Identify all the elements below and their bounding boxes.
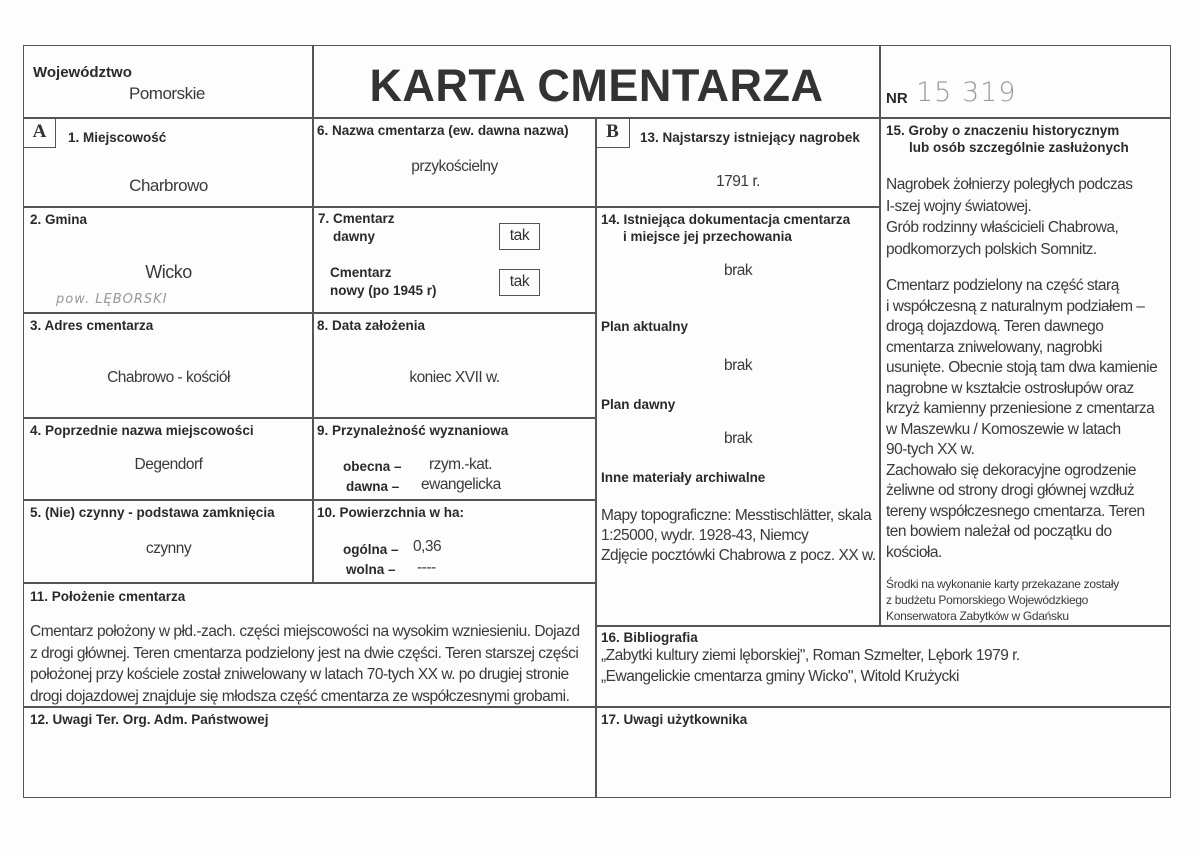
field-12 xyxy=(23,706,597,798)
field-3-value: Chabrowo - kościół xyxy=(107,369,230,386)
field-7-old-label: dawny xyxy=(333,229,376,244)
field-14-value: brak xyxy=(724,262,753,279)
voivodeship-value: Pomorskie xyxy=(129,84,205,103)
field-10-total-value: 0,36 xyxy=(413,538,442,555)
field-1-value: Charbrowo xyxy=(129,176,208,195)
voivodeship-label: Województwo xyxy=(33,64,132,81)
field-15-label-2: lub osób szczególnie zasłużonych xyxy=(909,140,1129,155)
number-cell xyxy=(879,45,1171,119)
field-17 xyxy=(595,706,1171,798)
field-16 xyxy=(595,625,1171,708)
old-cemetery-value-box: tak xyxy=(499,223,540,250)
field-7-new-label-1: Cmentarz xyxy=(330,265,392,280)
field-5-value: czynny xyxy=(145,540,192,557)
section-a-marker: A xyxy=(24,118,56,148)
field-1 xyxy=(23,117,314,208)
field-8-value: koniec XVII w. xyxy=(409,369,500,386)
page-title: KARTA CMENTARZA xyxy=(369,60,824,111)
field-4-label: 4. Poprzednie nazwa miejscowości xyxy=(30,423,254,438)
other-materials-text: Mapy topograficzne: Messtischlätter, skala 1:25000, wydr. 1928-43, Niemcy Zdjęcie pocztówki Chabrowa z pocz. XX w. xyxy=(601,507,876,564)
plan-old-value: brak xyxy=(724,430,753,447)
field-5-label: 5. (Nie) czynny - podstawa zamknięcia xyxy=(30,505,275,520)
nr-value: 15 319 xyxy=(916,77,1017,108)
field-14 xyxy=(595,206,881,627)
field-13 xyxy=(595,117,881,208)
field-5 xyxy=(23,499,314,584)
field-9-current-value: rzym.-kat. xyxy=(429,456,493,473)
field-6-label: 6. Nazwa cmentarza (ew. dawna nazwa) xyxy=(317,123,569,138)
field-9-label: 9. Przynależność wyznaniowa xyxy=(317,423,509,438)
field-6-value: przykościelny xyxy=(411,158,498,175)
field-14-label-2: i miejsce jej przechowania xyxy=(623,229,792,244)
field-13-value: 1791 r. xyxy=(716,173,760,190)
field-10 xyxy=(312,499,597,584)
field-16-label: 16. Bibliografia xyxy=(601,630,698,645)
field-2-value: Wicko xyxy=(145,262,192,282)
field-15-text-description: Cmentarz podzielony na część starą i współczesną z naturalnym podziałem – drogą dojazdową. Teren dawnego cmentarza zniwelowany, nagrobki usunięte. Obecnie stoją tam dwa kamienie nagrobne w kształcie ostrosłupów oraz krzyż kamienny przeniesione z cmentarza w Maszewku / Komoszewie w latach 90-tych XX w. Zachowało się dekoracyjne ogrodzenie żeliwne od strony drogi głównej wzdłuż tereny współczesnego cmentarza. Teren ten bowiem należał od początku do kościoła. xyxy=(886,277,1158,561)
field-1-label: 1. Miejscowość xyxy=(68,130,167,145)
field-9-current-label: obecna – xyxy=(343,459,402,474)
field-3 xyxy=(23,312,314,419)
field-4-value: Degendorf xyxy=(134,456,203,473)
plan-current-value: brak xyxy=(724,357,753,374)
field-15 xyxy=(879,117,1171,627)
field-3-label: 3. Adres cmentarza xyxy=(30,318,154,333)
field-2-label: 2. Gmina xyxy=(30,212,88,227)
new-cemetery-value-box: tak xyxy=(499,269,540,296)
section-b-marker: B xyxy=(596,118,630,148)
bibliography-text: „Zabytki kultury ziemi lęborskiej", Roman Szmelter, Lębork 1979 r. „Ewangelickie cmentarza gminy Wicko", Witold Krużycki xyxy=(601,647,1020,685)
field-9 xyxy=(312,417,597,501)
field-7 xyxy=(312,206,597,314)
field-2 xyxy=(23,206,314,314)
field-8 xyxy=(312,312,597,419)
field-10-total-label: ogólna – xyxy=(343,542,399,557)
field-9-former-label: dawna – xyxy=(346,479,400,494)
field-8-label: 8. Data założenia xyxy=(317,318,426,333)
voivodeship-cell xyxy=(23,45,314,119)
nr-label: NR xyxy=(886,90,908,107)
field-11-text: Cmentarz położony w płd.-zach. części miejscowości na wysokim wzniesieniu. Dojazd z drogi głównej. Teren cmentarza podzielony jest na dwie części. Teren starszej części położonej przy kościele został zniwelowany w latach 70-tych XX w. po drugiej stronie drogi dojazdowej znajduje się młodsza część cmentarza ze współczesnymi grobami. xyxy=(30,623,580,705)
title-cell xyxy=(312,45,881,119)
field-15-label-1: 15. Groby o znaczeniu historycznym xyxy=(886,123,1120,138)
field-11-label: 11. Położenie cmentarza xyxy=(30,589,186,604)
other-materials-label: Inne materiały archiwalne xyxy=(601,470,766,485)
field-10-free-label: wolna – xyxy=(346,562,396,577)
plan-old-label: Plan dawny xyxy=(601,397,676,412)
field-15-text-graves: Nagrobek żołnierzy poległych podczas I-szej wojny światowej. Grób rodzinny właścicieli Chabrowa, podkomorzych polskich Somnitz. xyxy=(886,176,1133,258)
field-9-former-value: ewangelicka xyxy=(421,476,501,493)
field-10-label: 10. Powierzchnia w ha: xyxy=(317,505,465,520)
field-7-label: 7. Cmentarz xyxy=(318,211,395,226)
field-17-label: 17. Uwagi użytkownika xyxy=(601,712,748,727)
field-7-new-label-2: nowy (po 1945 r) xyxy=(330,283,437,298)
field-14-label-1: 14. Istniejąca dokumentacja cmentarza xyxy=(601,212,851,227)
handwritten-county-note: pow. LĘBORSKI xyxy=(56,292,168,307)
field-10-free-value: ---- xyxy=(417,559,436,576)
field-4 xyxy=(23,417,314,501)
funding-note: Środki na wykonanie karty przekazane zostały z budżetu Pomorskiego Wojewódzkiego Konserwatora Zabytków w Gdańsku xyxy=(886,577,1119,623)
field-6 xyxy=(312,117,597,208)
plan-current-label: Plan aktualny xyxy=(601,319,689,334)
field-12-label: 12. Uwagi Ter. Org. Adm. Państwowej xyxy=(30,712,269,727)
field-13-label: 13. Najstarszy istniejący nagrobek xyxy=(640,130,860,145)
field-11 xyxy=(23,582,597,708)
